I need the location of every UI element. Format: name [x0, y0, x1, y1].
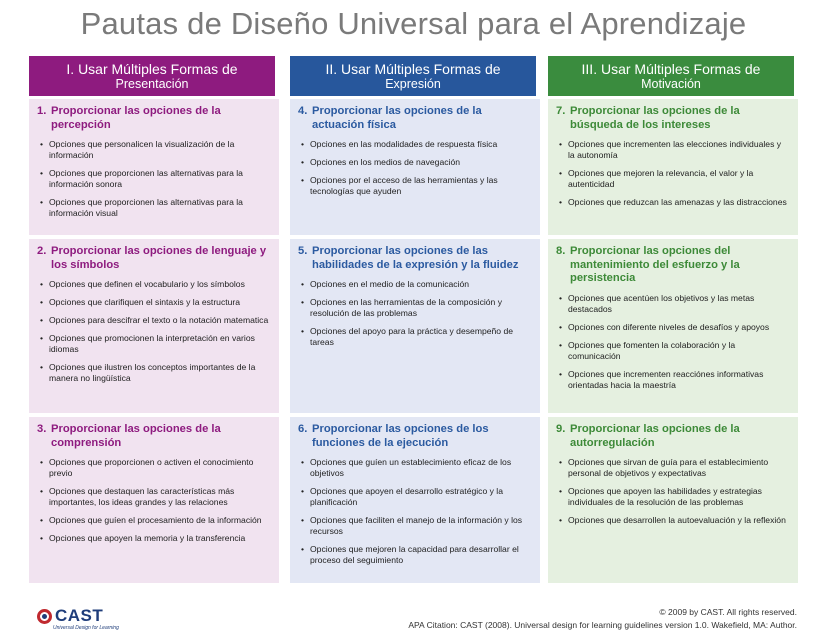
guideline-box-8 — [548, 239, 798, 413]
guideline-title: Proporcionar las opciones de la percepción — [51, 105, 221, 131]
guideline-number: 4. — [298, 105, 308, 117]
guideline-box-2 — [29, 239, 279, 413]
guideline-number: 1. — [37, 105, 47, 117]
column-header-line2: Motivación — [641, 77, 701, 91]
checkpoint-item: • Opciones que personalicen la visualización de la información — [40, 139, 235, 160]
guideline-number: 3. — [37, 423, 47, 435]
guideline-title: Proporcionar las opciones de la autorregulación — [570, 423, 740, 449]
column-expression — [290, 56, 536, 565]
guideline-number: 2. — [37, 245, 47, 257]
column-motivation — [548, 56, 794, 525]
checkpoint-item: • Opciones para descifrar el texto o la notación matematica — [40, 315, 269, 325]
checkpoint-item: • Opciones que apoyen el desarrollo estratégico y la planificación — [301, 486, 503, 507]
checkpoint-item: • Opciones que proporcionen las alternativas para la información sonora — [40, 168, 243, 189]
column-header-line2: Presentación — [115, 77, 189, 91]
checkpoint-item: • Opciones con diferente niveles de desafíos y apoyos — [559, 321, 770, 332]
column-header — [290, 56, 536, 96]
checkpoint-list — [298, 279, 532, 348]
guideline-box-9 — [548, 417, 798, 583]
guideline-heading — [298, 423, 532, 450]
checkpoint-item: • Opciones del apoyo para la práctica y desempeño de tareas — [301, 326, 514, 347]
guideline-heading — [556, 105, 790, 132]
guideline-box-5 — [290, 239, 540, 413]
checkpoint-list — [556, 293, 790, 391]
guideline-number: 6. — [298, 423, 308, 435]
checkpoint-item: • Opciones en las modalidades de respuesta física — [301, 139, 498, 149]
column-header — [548, 56, 794, 96]
guideline-heading — [37, 423, 271, 450]
cast-logo-icon — [37, 609, 52, 624]
guideline-heading — [556, 245, 790, 286]
checkpoint-item: • Opciones que mejoren la capacidad para desarrollar el proceso del seguimiento — [301, 544, 519, 565]
guideline-title: Proporcionar las opciones de la búsqueda de los intereses — [570, 105, 740, 131]
checkpoint-list — [298, 457, 532, 566]
checkpoint-list — [37, 457, 271, 544]
checkpoint-list — [556, 139, 790, 208]
checkpoint-item: • Opciones que faciliten el manejo de la información y los recursos — [301, 515, 523, 536]
column-presentation — [29, 56, 275, 543]
guideline-title: Proporcionar las opciones de las habilidades de la expresión y la fluidez — [312, 245, 519, 271]
guideline-number: 9. — [556, 423, 566, 435]
checkpoint-item: • Opciones que proporcionen las alternativas para la información visual — [40, 197, 243, 218]
copyright-text: © 2009 by CAST. All rights reserved. — [659, 607, 797, 617]
checkpoint-item: • Opciones que guíen un establecimiento eficaz de los objetivos — [301, 457, 512, 478]
checkpoint-item: • Opciones en las herramientas de la composición y resolución de las problemas — [301, 297, 503, 318]
checkpoint-list — [37, 279, 271, 384]
guideline-title: Proporcionar las opciones de la comprensión — [51, 423, 221, 449]
guideline-box-4 — [290, 99, 540, 235]
checkpoint-item: • Opciones que reduzcan las amenazas y las distracciones — [559, 197, 787, 207]
checkpoint-item: • Opciones que mejoren la relevancia, el valor y la autenticidad — [559, 168, 754, 189]
page-title: Pautas de Diseño Universal para el Aprendizaje — [80, 6, 747, 41]
column-header-line1: III. Usar Múltiples Formas de — [581, 61, 761, 77]
guideline-title: Proporcionar las opciones del mantenimiento del esfuerzo y la persistencia — [570, 245, 740, 284]
checkpoint-item: • Opciones que incrementen reacciónes informativas orientadas hacia la maestría — [559, 368, 764, 390]
column-header — [29, 56, 275, 96]
checkpoint-item: • Opciones que acentúen los objetivos y las metas destacados — [559, 292, 755, 314]
column-header-line1: I. Usar Múltiples Formas de — [66, 61, 238, 77]
checkpoint-item: • Opciones que guíen el procesamiento de la información — [40, 515, 262, 525]
checkpoint-item: • Opciones que destaquen las características más importantes, los ideas grandes y las relaciones — [40, 486, 235, 507]
checkpoint-item: • Opciones por el acceso de las herramientas y las tecnologías que ayuden — [301, 175, 498, 196]
citation-text: APA Citation: CAST (2008). Universal design for learning guidelines version 1.0. Wakefield, MA: Author. — [408, 620, 797, 630]
checkpoint-item: • Opciones que sirvan de guía para el establecimiento personal de objetivos y expectativas — [559, 457, 769, 478]
guideline-box-7 — [548, 99, 798, 235]
guideline-title: Proporcionar las opciones de la actuación física — [312, 105, 482, 131]
guideline-number: 7. — [556, 105, 566, 117]
column-header-line1: II. Usar Múltiples Formas de — [325, 61, 501, 77]
checkpoint-item: • Opciones que clarifiquen el sintaxis y la estructura — [40, 297, 241, 307]
cast-logo-tagline: Universal Design for Learning — [53, 625, 119, 631]
checkpoint-item: • Opciones que ilustren los conceptos importantes de la manera no lingüística — [40, 362, 256, 383]
checkpoint-list — [37, 139, 271, 219]
guideline-heading — [298, 105, 532, 132]
checkpoint-list — [298, 139, 532, 197]
cast-logo — [37, 606, 103, 626]
checkpoint-item: • Opciones que promocionen la interpretación en varios idiomas — [40, 333, 255, 354]
checkpoint-item: • Opciones que definen el vocabulario y los símbolos — [40, 279, 245, 289]
checkpoint-item: • Opciones que apoyen la memoria y la transferencia — [40, 533, 246, 543]
guideline-title: Proporcionar las opciones de lenguaje y los símbolos — [51, 245, 267, 271]
guideline-heading — [37, 245, 271, 272]
column-header-line2: Expresión — [385, 77, 441, 91]
checkpoint-item: • Opciones que fomenten la colaboración y la comunicación — [559, 339, 736, 361]
guideline-heading — [556, 423, 790, 450]
checkpoint-item: • Opciones que proporcionen o activen el conocimiento previo — [40, 457, 254, 478]
checkpoint-item: • Opciones que apoyen las habilidades y estrategias individuales de la resolución de las problemas — [559, 486, 762, 507]
guideline-number: 5. — [298, 245, 308, 257]
guideline-box-3 — [29, 417, 279, 583]
guideline-box-6 — [290, 417, 540, 583]
checkpoint-item: • Opciones que desarrollen la autoevaluación y la reflexión — [559, 515, 786, 525]
checkpoint-item: • Opciones en los medios de navegación — [301, 157, 461, 167]
guideline-number: 8. — [556, 245, 566, 257]
guideline-heading — [37, 105, 271, 132]
checkpoint-item: • Opciones que incrementen las elecciones individuales y la autonomía — [559, 139, 782, 160]
checkpoint-list — [556, 457, 790, 526]
cast-logo-text: CAST — [55, 606, 104, 625]
guideline-box-1 — [29, 99, 279, 235]
guideline-title: Proporcionar las opciones de los funciones de la ejecución — [312, 423, 489, 449]
guideline-heading — [298, 245, 532, 272]
checkpoint-item: • Opciones en el medio de la comunicación — [301, 279, 470, 289]
